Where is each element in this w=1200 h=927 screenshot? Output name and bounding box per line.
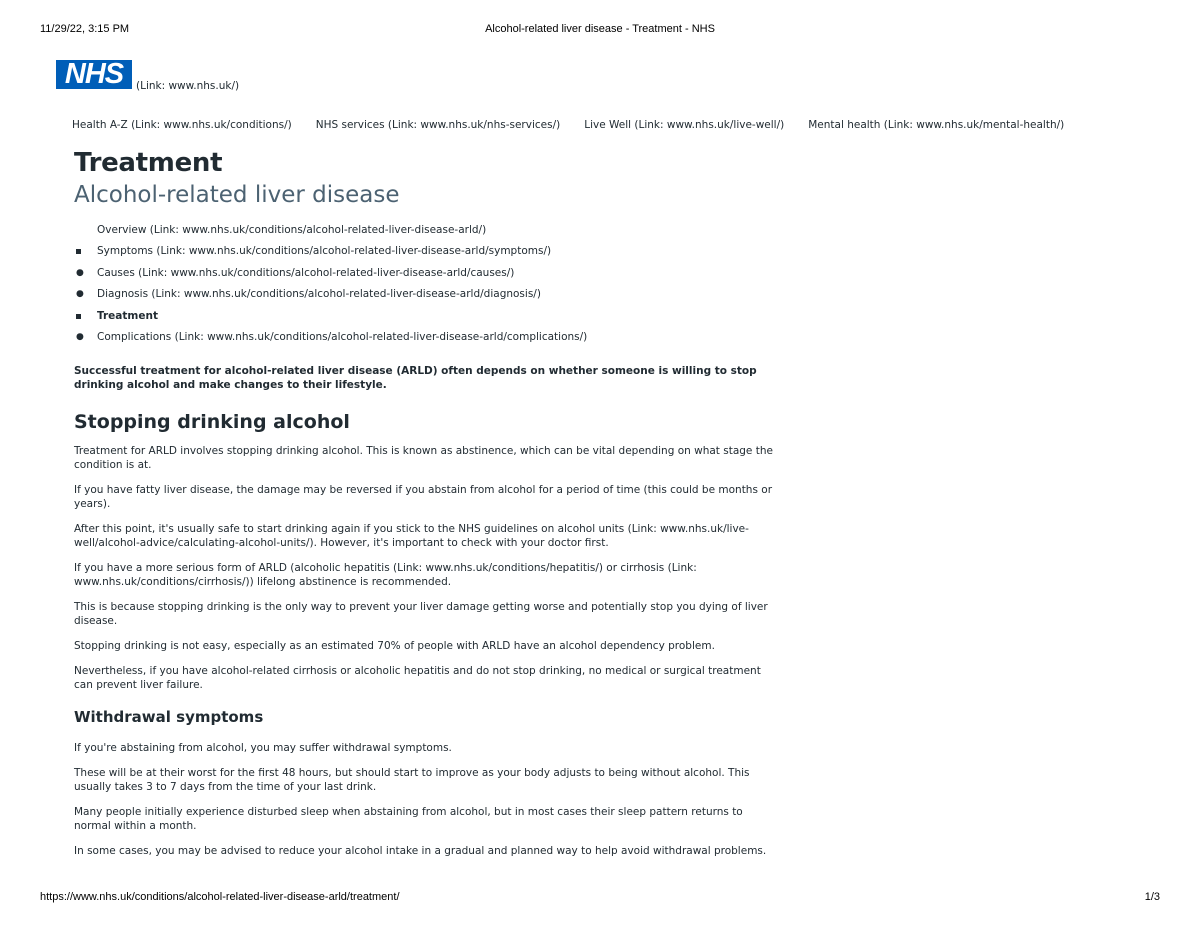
contents-item-overview[interactable] [74, 220, 774, 241]
print-title: Alcohol-related liver disease - Treatment - NHS [485, 23, 715, 35]
page-subtitle: Alcohol-related liver disease [74, 182, 400, 208]
section-heading-withdrawal: Withdrawal symptoms [74, 708, 264, 727]
nav-item-mental-health[interactable]: Mental health (Link: www.nhs.uk/mental-health/) [808, 119, 1065, 131]
paragraph: If you're abstaining from alcohol, you may suffer withdrawal symptoms. [74, 742, 452, 755]
contents-link-diagnosis[interactable]: Diagnosis (Link: www.nhs.uk/conditions/alcohol-related-liver-disease-arld/diagnosis/) [97, 288, 541, 301]
lead-paragraph: Successful treatment for alcohol-related liver disease (ARLD) often depends on whether someone is willing to stop drinking alcohol and make changes to their lifestyle. [74, 365, 757, 392]
print-footer-url: https://www.nhs.uk/conditions/alcohol-related-liver-disease-arld/treatment/ [40, 891, 400, 903]
contents-item-diagnosis[interactable] [74, 284, 774, 305]
contents-item-complications[interactable] [74, 327, 774, 348]
page-title: Treatment [74, 148, 223, 178]
contents-link-overview[interactable]: Overview (Link: www.nhs.uk/conditions/alcohol-related-liver-disease-arld/) [97, 224, 487, 236]
paragraph: After this point, it's usually safe to start drinking again if you stick to the NHS guidelines on alcohol units (Link: www.nhs.uk/live-well/alcohol-advice/calculating-alcohol-units/). However, it's important to check with your doctor first. [74, 523, 749, 550]
contents-link-symptoms[interactable]: Symptoms (Link: www.nhs.uk/conditions/alcohol-related-liver-disease-arld/symptoms/) [97, 245, 552, 258]
section-heading-stopping: Stopping drinking alcohol [74, 411, 350, 434]
contents-link-causes[interactable]: Causes (Link: www.nhs.uk/conditions/alcohol-related-liver-disease-arld/causes/) [97, 266, 515, 279]
paragraph: This is because stopping drinking is the only way to prevent your liver damage getting worse and potentially stop you dying of liver disease. [74, 601, 768, 628]
main-content [74, 146, 774, 869]
round-bullet-icon: ● [76, 267, 84, 278]
paragraph: In some cases, you may be advised to reduce your alcohol intake in a gradual and planned way to help avoid withdrawal problems. [74, 845, 767, 858]
print-page-number: 1/3 [1144, 891, 1160, 903]
paragraph: These will be at their worst for the first 48 hours, but should start to improve as your body adjusts to being without alcohol. This usually takes 3 to 7 days from the time of your last drink. [74, 767, 750, 794]
contents-list [74, 220, 774, 348]
paragraph: Nevertheless, if you have alcohol-related cirrhosis or alcoholic hepatitis and do not stop drinking, no medical or surgical treatment can prevent liver failure. [74, 665, 761, 692]
main-nav [72, 119, 1064, 131]
contents-link-complications[interactable]: Complications (Link: www.nhs.uk/conditions/alcohol-related-liver-disease-arld/complications/) [97, 331, 588, 344]
contents-item-causes[interactable] [74, 263, 774, 284]
logo-link-text[interactable]: (Link: www.nhs.uk/) [136, 80, 240, 92]
nav-item-live-well[interactable]: Live Well (Link: www.nhs.uk/live-well/) [584, 119, 785, 131]
nav-item-nhs-services[interactable]: NHS services (Link: www.nhs.uk/nhs-services/) [315, 119, 561, 131]
contents-item-symptoms[interactable] [74, 241, 774, 262]
square-bullet-icon [76, 249, 81, 254]
contents-current-treatment: Treatment [97, 309, 158, 322]
paragraph: Many people initially experience disturbed sleep when abstaining from alcohol, but in most cases their sleep pattern returns to normal within a month. [74, 806, 743, 833]
paragraph: Treatment for ARLD involves stopping drinking alcohol. This is known as abstinence, which can be vital depending on what stage the condition is at. [74, 445, 773, 472]
square-bullet-icon [76, 314, 81, 319]
print-date: 11/29/22, 3:15 PM [40, 23, 130, 35]
paragraph: Stopping drinking is not easy, especially as an estimated 70% of people with ARLD have an alcohol dependency problem. [74, 640, 715, 653]
contents-item-treatment [74, 306, 774, 327]
paragraph: If you have a more serious form of ARLD (alcoholic hepatitis (Link: www.nhs.uk/conditions/hepatitis/) or cirrhosis (Link: www.nhs.uk/conditions/cirrhosis/)) lifelong abstinence is recommended. [74, 562, 697, 589]
nhs-logo[interactable]: NHS [56, 60, 132, 89]
logo-row [56, 58, 240, 92]
round-bullet-icon: ● [76, 332, 84, 343]
nav-item-health-a-z[interactable]: Health A-Z (Link: www.nhs.uk/conditions/) [72, 119, 292, 131]
paragraph: If you have fatty liver disease, the damage may be reversed if you abstain from alcohol for a period of time (this could be months or years). [74, 484, 773, 511]
round-bullet-icon: ● [76, 289, 84, 300]
